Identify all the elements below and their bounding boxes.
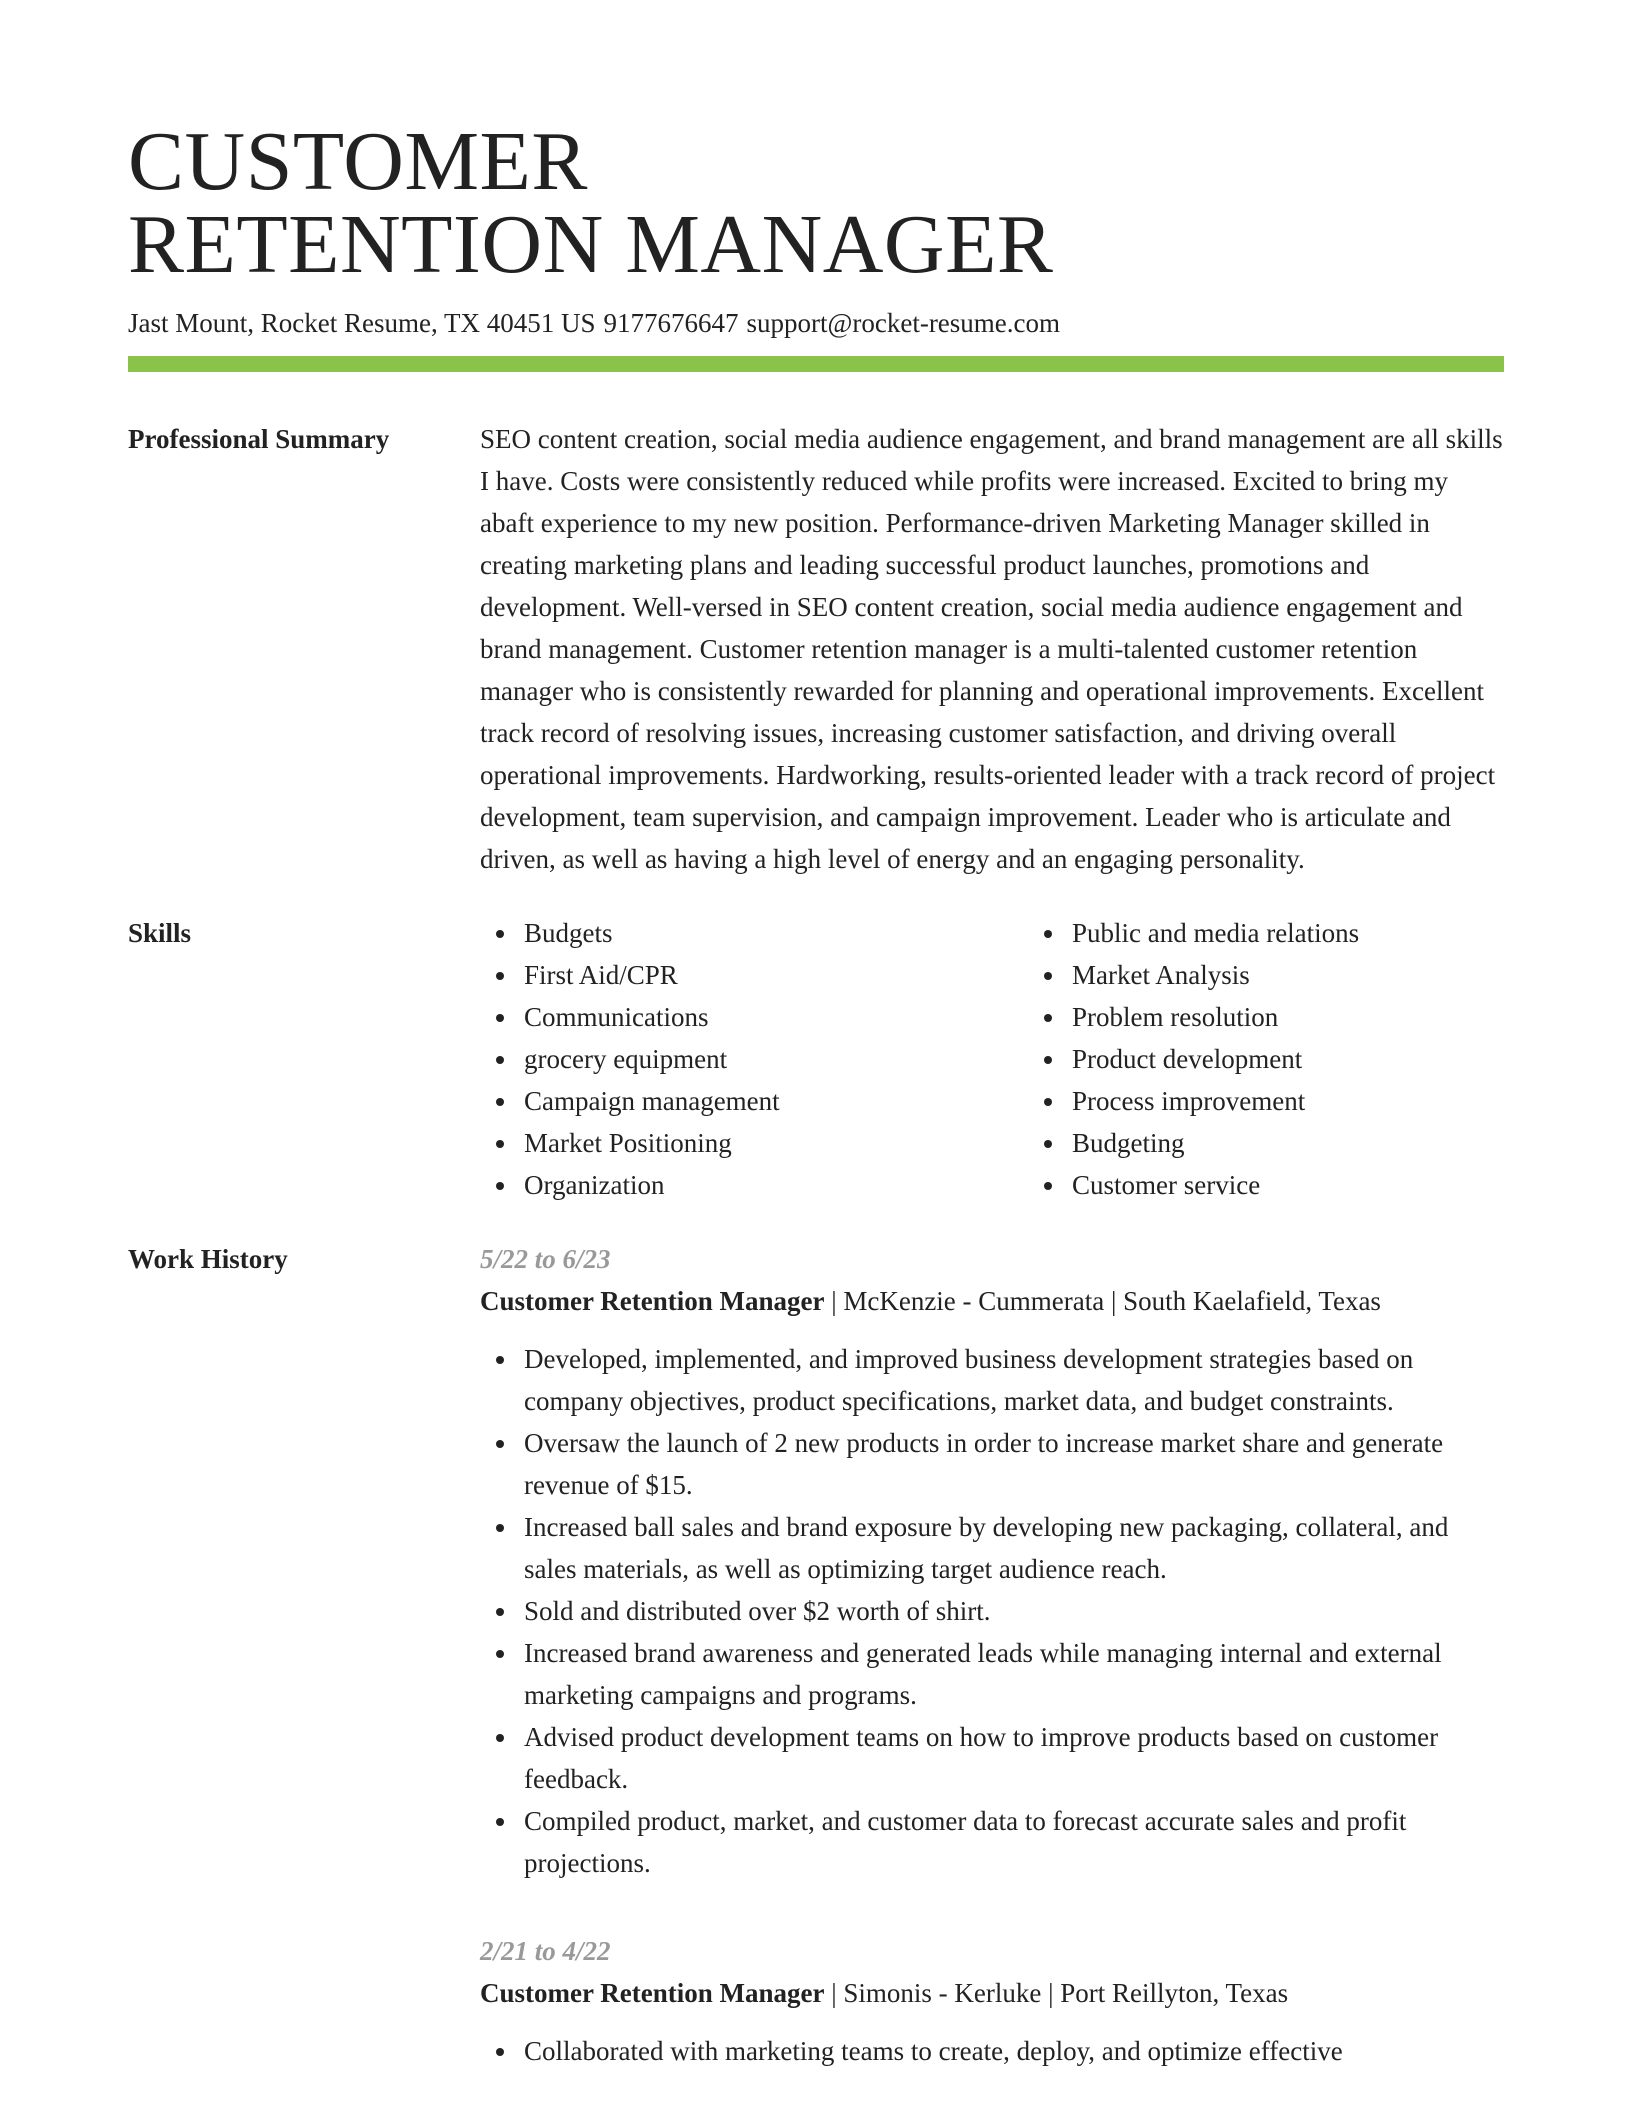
contact-address: Jast Mount, Rocket Resume, TX 40451 US	[128, 308, 596, 338]
job-bullet: Advised product development teams on how to improve products based on customer feedback.	[524, 1716, 1504, 1800]
skill-item: Market Analysis	[1072, 954, 1576, 996]
job-role: Customer Retention Manager	[480, 1978, 825, 2008]
name-line-2: RETENTION MANAGER	[128, 198, 1054, 291]
skill-item: Problem resolution	[1072, 996, 1576, 1038]
contact-phone: 9177676647	[603, 308, 739, 338]
skill-item: Process improvement	[1072, 1080, 1576, 1122]
job-bullet: Increased ball sales and brand exposure by developing new packaging, collateral, and sales materials, as well as optimizing target audience reach.	[524, 1506, 1504, 1590]
resume-page	[128, 115, 1504, 2072]
job-role: Customer Retention Manager	[480, 1286, 825, 1316]
skill-item: grocery equipment	[524, 1038, 1028, 1080]
job-bullet: Oversaw the launch of 2 new products in order to increase market share and generate revenue of $15.	[524, 1422, 1504, 1506]
job-dates: 2/21 to 4/22	[480, 1936, 611, 1966]
job-dates: 5/22 to 6/23	[480, 1244, 611, 1274]
skill-item: Organization	[524, 1164, 1028, 1206]
skills-grid	[480, 912, 1576, 1206]
job-bullet: Increased brand awareness and generated leads while managing internal and external marketing campaigns and programs.	[524, 1632, 1504, 1716]
skill-item: First Aid/CPR	[524, 954, 1028, 996]
skill-item: Product development	[1072, 1038, 1576, 1080]
skills-column-left	[480, 912, 1028, 1206]
work-history-section	[128, 1238, 1504, 2072]
name-line-1: CUSTOMER	[128, 115, 588, 208]
skill-item: Market Positioning	[524, 1122, 1028, 1164]
job-bullet: Developed, implemented, and improved business development strategies based on company objectives, product specifications, market data, and budget constraints.	[524, 1338, 1504, 1422]
job-bullets	[480, 1338, 1504, 1884]
job-details: | McKenzie - Cummerata | South Kaelafield, Texas	[824, 1286, 1381, 1316]
summary-heading: Professional Summary	[128, 424, 390, 454]
job-title-line	[480, 1280, 1504, 1322]
skill-item: Customer service	[1072, 1164, 1576, 1206]
summary-text: SEO content creation, social media audience engagement, and brand management are all skills I have. Costs were consistently reduced while profits were increased. Excited to bring my abaft experience to my new position. Performance-driven Marketing Manager skilled in creating marketing plans and leading successful product launches, promotions and development. Well-versed in SEO content creation, social media audience engagement and brand management. Customer retention manager is a multi-talented customer retention manager who is consistently rewarded for planning and operational improvements. Excellent track record of resolving issues, increasing customer satisfaction, and driving overall operational improvements. Hardworking, results-oriented leader with a track record of project development, team supervision, and campaign improvement. Leader who is articulate and driven, as well as having a high level of energy and an engaging personality.	[480, 424, 1503, 874]
accent-divider	[128, 356, 1504, 372]
skill-item: Budgeting	[1072, 1122, 1576, 1164]
contact-line	[128, 305, 1504, 341]
skill-item: Communications	[524, 996, 1028, 1038]
job-entry	[480, 1930, 1504, 2072]
resume-name	[128, 115, 1504, 291]
job-bullet: Compiled product, market, and customer data to forecast accurate sales and profit projections.	[524, 1800, 1504, 1884]
job-details: | Simonis - Kerluke | Port Reillyton, Texas	[824, 1978, 1289, 2008]
skills-heading: Skills	[128, 918, 192, 948]
skill-item: Campaign management	[524, 1080, 1028, 1122]
job-title-line	[480, 1972, 1504, 2014]
skill-item: Budgets	[524, 912, 1028, 954]
job-bullet: Collaborated with marketing teams to create, deploy, and optimize effective	[524, 2030, 1504, 2072]
job-entry	[480, 1238, 1504, 1884]
contact-email: support@rocket-resume.com	[746, 308, 1061, 338]
summary-section	[128, 418, 1504, 880]
job-bullets	[480, 2030, 1504, 2072]
skills-section	[128, 912, 1504, 1206]
work-history-heading: Work History	[128, 1244, 288, 1274]
skills-column-right	[1028, 912, 1576, 1206]
skill-item: Public and media relations	[1072, 912, 1576, 954]
job-bullet: Sold and distributed over $2 worth of shirt.	[524, 1590, 1504, 1632]
work-history-body	[480, 1238, 1504, 2072]
